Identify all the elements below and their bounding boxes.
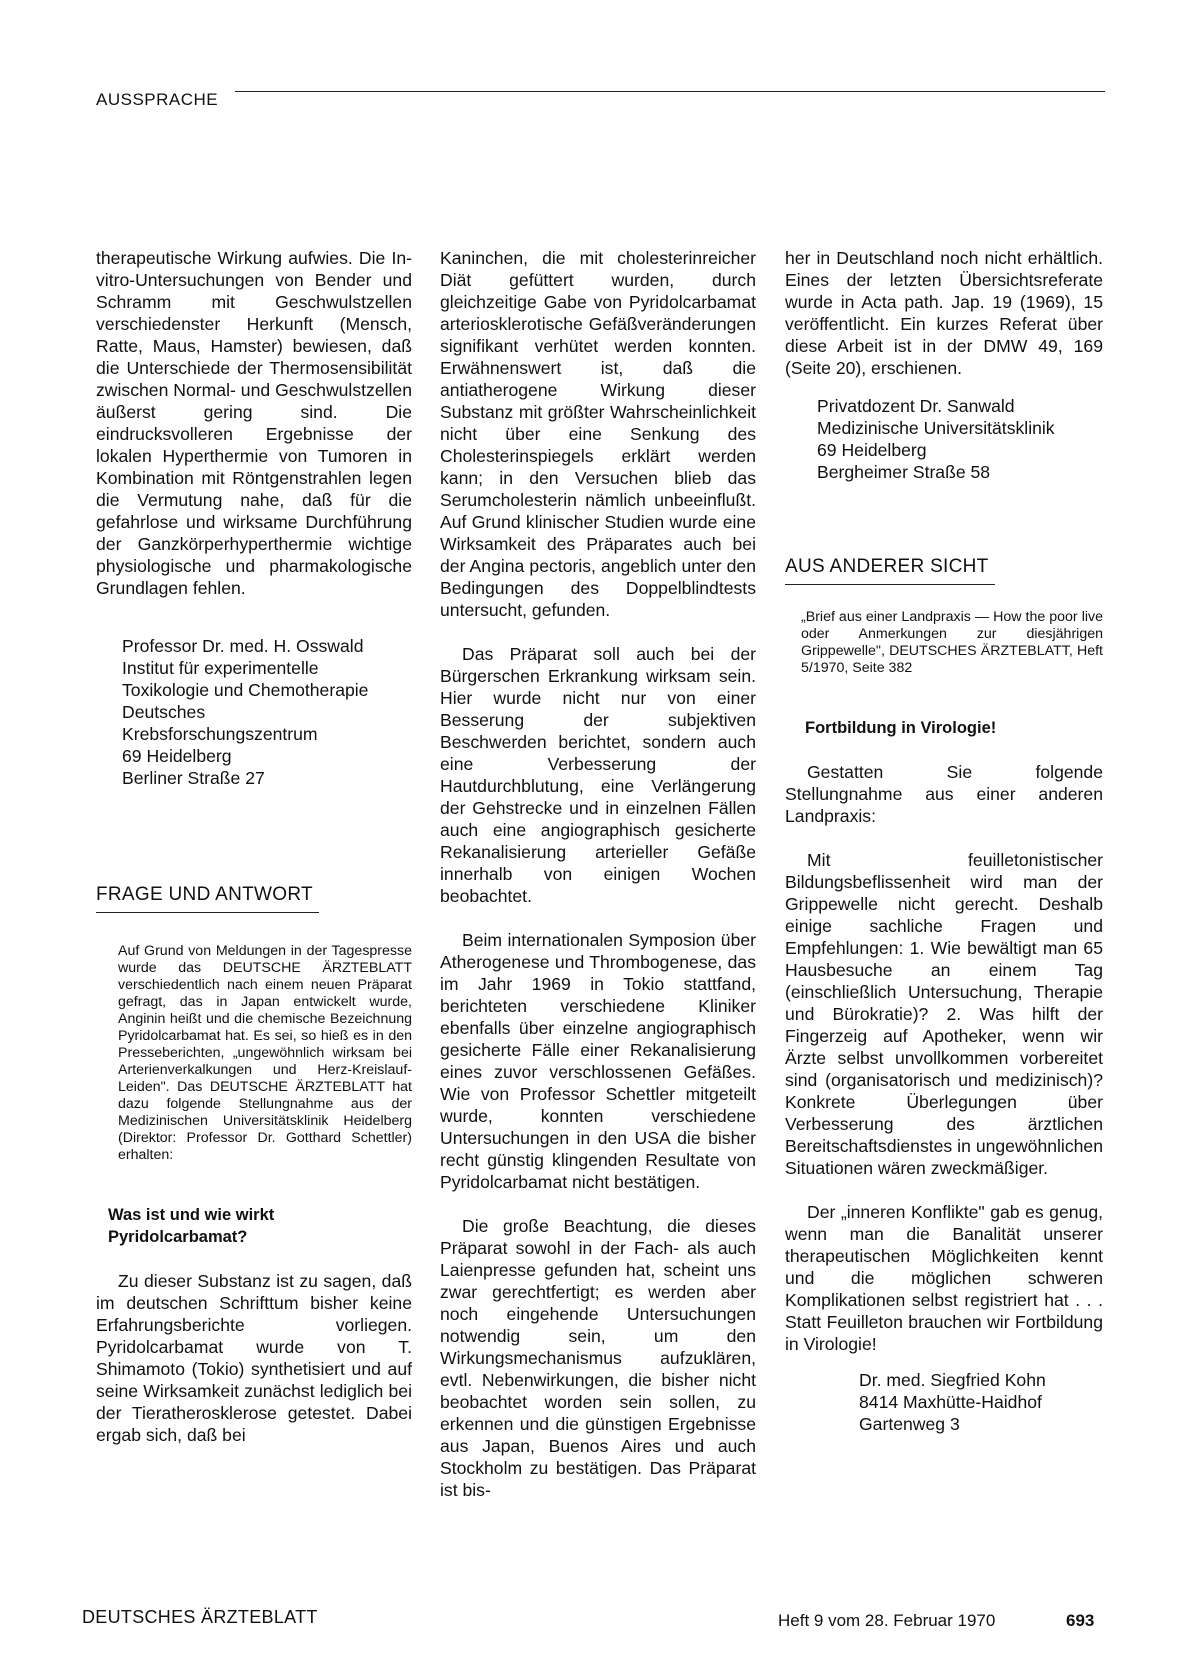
section-heading-frage-und-antwort: FRAGE UND ANTWORT [96, 884, 319, 913]
col2-paragraph-2: Das Präparat soll auch bei der Bürgerschen Erkrankung wirksam sein. Hier wurde nicht nur von einer Besserung der subjektiven Beschwerden berichtet, sondern auch eine Verbesserung der Hautdurchblutung, eine Verlängerung der Gehstrecke und in einzelnen Fällen auch eine angiographisch gesicherte Rekanalisierung arterieller Gefäße innerhalb von einigen Wochen beobachtet. [440, 644, 756, 906]
page-number: 693 [1066, 1611, 1095, 1630]
column-1 [96, 247, 412, 1446]
col3-signature: Privatdozent Dr. Sanwald Medizinische Universitätsklinik 69 Heidelberg Bergheimer Straße 58 [817, 396, 1055, 482]
col3-paragraph-2: Gestatten Sie folgende Stellungnahme aus einer anderen Landpraxis: [785, 762, 1103, 826]
footer-issue: Heft 9 vom 28. Februar 1970 [778, 1611, 996, 1630]
col2-paragraph-1: Kaninchen, die mit cholesterinreicher Diät gefüttert wurden, durch gleichzeitige Gabe von Pyridolcarbamat arteriosklerotische Gefäßveränderungen signifikant verhütet werden konnten. Erwähnenswert ist, daß die antiatherogene Wirkung dieser Substanz mit größter Wahrscheinlichkeit nicht über eine Senkung des Cholesterinspiegels erklärt werden kann; in den Versuchen blieb das Serumcholesterin nämlich unbeeinflußt. Auf Grund klinischer Studien wurde eine Wirksamkeit des Präparates auch bei der Angina pectoris, angeblich unter den Bedingungen des Doppelblindtests untersucht, gefunden. [440, 248, 756, 620]
col3-reference: „Brief aus einer Landpraxis — How the poor live oder Anmerkungen zur diesjährigen Grippewelle", DEUTSCHES ÄRZTEBLATT, Heft 5/1970, Seite 382 [801, 609, 1103, 676]
col1-intro: Auf Grund von Meldungen in der Tagespresse wurde das DEUTSCHE ÄRZTEBLATT verschiedentlich nach einem neuen Präparat gefragt, das in Japan entwickelt wurde, Anginin heißt und die chemische Bezeichnung Pyridolcarbamat hat. Es sei, so hieß es in den Presseberichten, „ungewöhnlich wirksam bei Arterienverkalkungen und Herz-Kreislauf-Leiden". Das DEUTSCHE ÄRZTEBLATT hat dazu folgende Stellungnahme aus der Medizinischen Universitätsklinik Heidelberg (Direktor: Professor Dr. Gotthard Schettler) erhalten: [118, 943, 412, 1163]
header-section-label: AUSSPRACHE [96, 90, 219, 109]
question-heading: Was ist und wie wirkt Pyridolcarbamat? [108, 1206, 275, 1246]
column-2 [440, 247, 756, 1501]
col1-signature: Professor Dr. med. H. Osswald Institut für experimentelle Toxikologie und Chemotherapie Deutsches Krebsforschungszentrum 69 Heidelberg Berliner Straße 27 [122, 636, 369, 788]
header-rule [235, 91, 1105, 92]
col3-paragraph-3: Mit feuilletonistischer Bildungsbeflissenheit wird man der Grippewelle nicht gerecht. Deshalb einige sachliche Fragen und Empfehlungen: 1. Wie bewältigt man 65 Hausbesuche an einem Tag (einschließlich Untersuchung, Therapie und Bürokratie)? 2. Was hilft der Fingerzeig auf Apotheker, wenn wir Ärzte selbst unvollkommen vorbereitet sind (organisatorisch und medizinisch)? Konkrete Überlegungen über Verbesserung des ärztlichen Bereitschaftsdienstes in ungewöhnlichen Situationen wären zweckmäßiger. [785, 850, 1103, 1178]
footer-journal-name: DEUTSCHES ÄRZTEBLATT [82, 1607, 318, 1627]
col1-paragraph: therapeutische Wirkung aufwies. Die In-vitro-Untersuchungen von Bender und Schramm mit Geschwulstzellen verschiedenster Herkunft (Mensch, Ratte, Maus, Hamster) bewiesen, daß die Unterschiede der Thermosensibilität zwischen Normal- und Geschwulstzellen äußerst gering sind. Die eindrucksvolleren Ergebnisse der lokalen Hyperthermie von Tumoren in Kombination mit Röntgenstrahlen legen die Vermutung nahe, daß für die gefahrlose und wirksame Durchführung der Ganzkörperhyperthermie wichtige physiologische und pharmakologische Grundlagen fehlen. [96, 248, 412, 598]
section-heading-aus-anderer-sicht: AUS ANDERER SICHT [785, 556, 995, 585]
col3-paragraph-1: her in Deutschland noch nicht erhältlich. Eines der letzten Übersichtsreferate wurde in Acta path. Jap. 19 (1969), 15 veröffentlicht. Ein kurzes Referat über diese Arbeit ist in der DMW 49, 169 (Seite 20), erschienen. [785, 248, 1103, 378]
col3-signature-2: Dr. med. Siegfried Kohn 8414 Maxhütte-Haidhof Gartenweg 3 [859, 1370, 1046, 1434]
column-3 [785, 247, 1103, 1435]
col2-paragraph-3: Beim internationalen Symposion über Atherogenese und Thrombogenese, das im Jahr 1969 in Tokio stattfand, berichteten verschiedene Kliniker ebenfalls über einzelne angiographisch gesicherte Fälle einer Rekanalisierung eines zuvor verschlossenen Gefäßes. Wie von Professor Schettler mitgeteilt wurde, konnten verschiedene Untersuchungen in den USA die bisher recht günstig klingenden Resultate von Pyridolcarbamat nicht bestätigen. [440, 930, 756, 1192]
col1-answer: Zu dieser Substanz ist zu sagen, daß im deutschen Schrifttum bisher keine Erfahrungsberichte vorliegen. Pyridolcarbamat wurde von T. Shimamoto (Tokio) synthetisiert und auf seine Wirksamkeit zunächst lediglich bei der Tieratherosklerose getestet. Dabei ergab sich, daß bei [96, 1271, 412, 1445]
col3-paragraph-4: Der „inneren Konflikte" gab es genug, wenn man die Banalität unserer therapeutischen Möglichkeiten kennt und die möglichen schweren Komplikationen selbst registriert hat . . . Statt Feuilleton brauchen wir Fortbildung in Virologie! [785, 1202, 1103, 1354]
col3-subheading: Fortbildung in Virologie! [805, 719, 997, 737]
col2-paragraph-4: Die große Beachtung, die dieses Präparat sowohl in der Fach- als auch Laienpresse gefunden hat, scheint uns zwar gerechtfertigt; es werden aber noch eingehende Untersuchungen notwendig sein, um den Wirkungsmechanismus aufzuklären, evtl. Nebenwirkungen, die bisher nicht beobachtet worden sein sollen, zu erkennen und die günstigen Ergebnisse aus Japan, Buenos Aires und auch Stockholm zu bestätigen. Das Präparat ist bis- [440, 1216, 756, 1500]
